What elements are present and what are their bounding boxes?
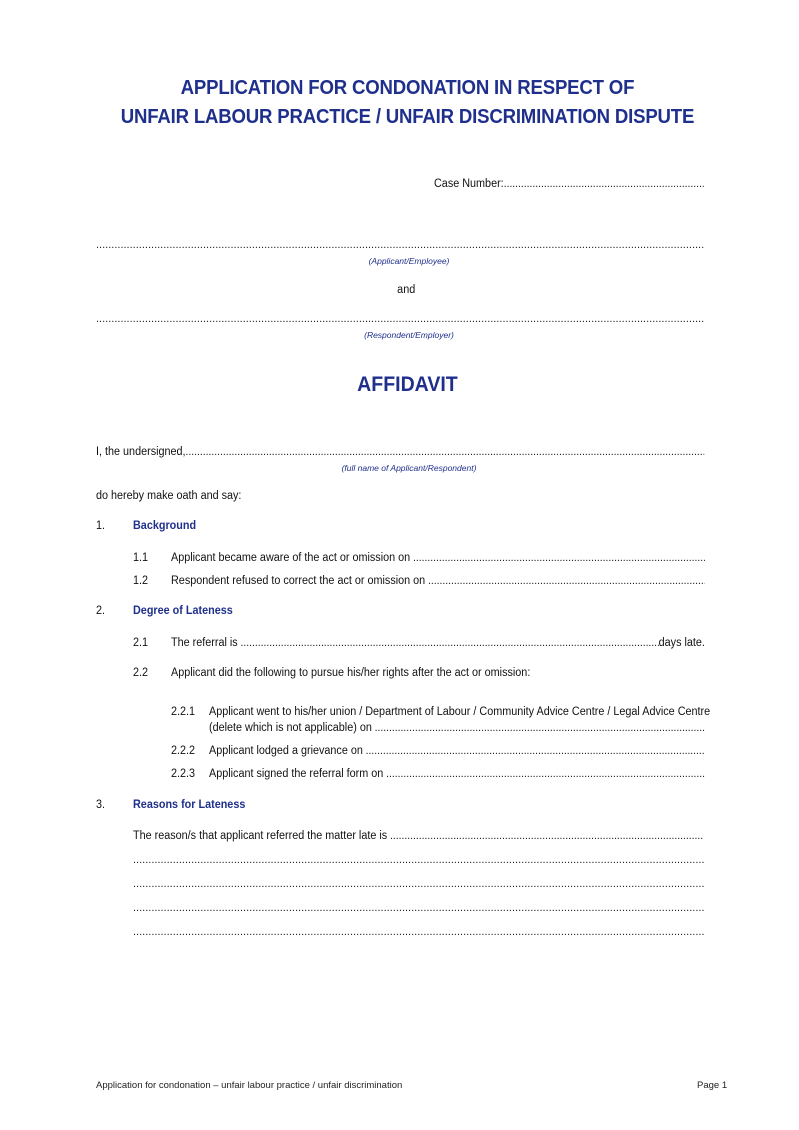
item-2-2-1-blank[interactable] [372,722,705,734]
reasons-field[interactable] [133,830,703,842]
item-1-1-number: 1.1 [133,552,149,564]
section-3-title: Reasons for Lateness [133,799,246,811]
item-2-2-1-text-2: (delete which is not applicable) on [209,722,372,734]
item-2-1-number: 2.1 [133,637,149,649]
section-3-number: 3. [96,799,106,811]
footer-page-number: Page 1 [697,1080,728,1091]
item-1-1[interactable] [171,552,705,564]
case-number-blank[interactable] [504,178,704,190]
deponent-caption: (full name of Applicant/Respondent) [341,463,477,473]
deponent-blank[interactable] [186,446,705,458]
item-2-1[interactable] [171,637,705,649]
document-title-line-2: UNFAIR LABOUR PRACTICE / UNFAIR DISCRIMINATION DISPUTE [120,106,695,128]
item-2-2-1-number: 2.2.1 [171,706,196,718]
item-2-2-1-line-2[interactable] [209,722,705,734]
item-1-1-blank[interactable] [410,552,705,564]
reasons-line-2[interactable] [133,854,704,866]
deponent-label: I, the undersigned, [96,446,186,458]
item-2-2-2-blank[interactable] [363,745,705,757]
item-1-2-text: Respondent refused to correct the act or omission on [171,575,426,587]
reasons-line-4[interactable] [133,902,704,914]
applicant-name-blank[interactable] [96,239,704,251]
section-2-number: 2. [96,605,106,617]
item-1-1-text: Applicant became aware of the act or omission on [171,552,411,564]
item-2-1-suffix: days late. [658,637,705,649]
item-2-2-text: Applicant did the following to pursue his/her rights after the act or omission: [171,667,531,679]
item-2-1-text: The referral is [171,637,238,649]
item-2-2-2-number: 2.2.2 [171,745,196,757]
deponent-field[interactable] [96,446,704,458]
item-1-2-blank[interactable] [425,575,705,587]
reasons-line-5[interactable] [133,926,704,938]
respondent-name-blank[interactable] [96,313,704,325]
item-2-2-3[interactable] [209,768,705,780]
section-2-title: Degree of Lateness [133,605,233,617]
item-2-2-3-blank[interactable] [383,768,705,780]
item-2-2-2-text: Applicant lodged a grievance on [209,745,363,757]
oath-text: do hereby make oath and say: [96,490,242,502]
reasons-text: The reason/s that applicant referred the matter late is [133,830,388,842]
document-title-line-1: APPLICATION FOR CONDONATION IN RESPECT OF [180,77,635,99]
item-1-2[interactable] [171,575,705,587]
item-1-2-number: 1.2 [133,575,149,587]
case-number-label: Case Number: [434,178,504,190]
applicant-caption: (Applicant/Employee) [368,256,450,266]
and-text: and [397,284,416,296]
item-2-2-number: 2.2 [133,667,149,679]
footer-document-name: Application for condonation – unfair labour practice / unfair discrimination [96,1080,403,1091]
section-1-title: Background [133,520,197,532]
item-2-2-2[interactable] [209,745,705,757]
days-late-blank[interactable] [238,637,659,649]
reasons-line-3[interactable] [133,878,704,890]
respondent-caption: (Respondent/Employer) [364,330,454,340]
item-2-2-1-text: Applicant went to his/her union / Department of Labour / Community Advice Centre / Legal Advice Centre [209,706,711,718]
item-2-2-3-text: Applicant signed the referral form on [209,768,384,780]
case-number-field[interactable] [434,178,704,190]
section-1-number: 1. [96,520,106,532]
reasons-blank[interactable] [387,830,702,842]
affidavit-heading: AFFIDAVIT [357,373,458,396]
item-2-2-3-number: 2.2.3 [171,768,196,780]
